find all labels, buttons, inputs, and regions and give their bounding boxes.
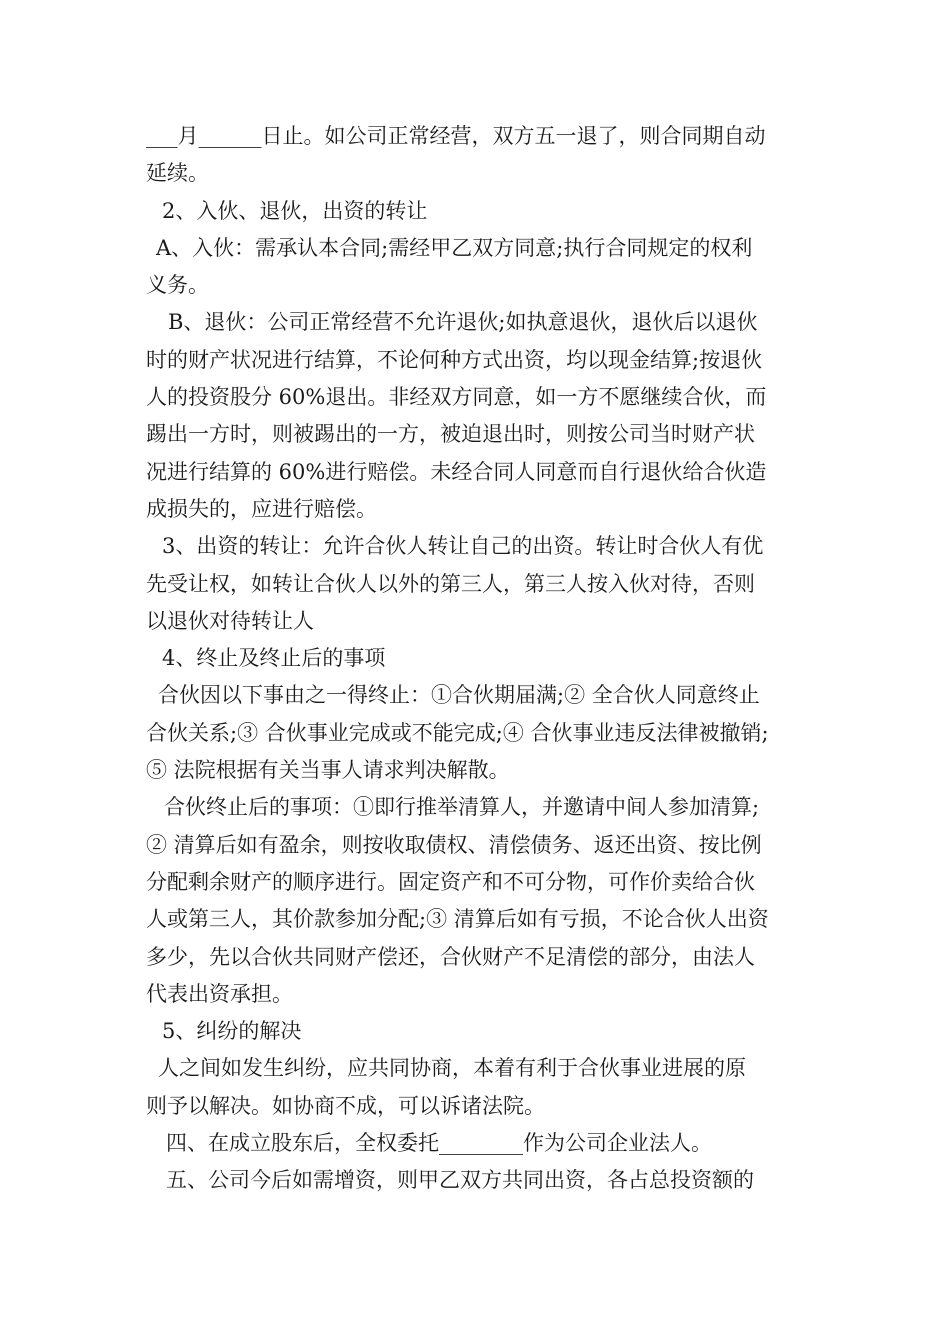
text-line: 五、公司今后如需增资，则甲乙双方共同出资，各占总投资额的 <box>166 1168 754 1193</box>
text-line: 合伙关系;③ 合伙事业完成或不能完成;④ 合伙事业违反法律被撤销; <box>146 720 769 745</box>
text-line: 人的投资股分 60%退出。非经双方同意，如一方不愿继续合伙，而 <box>146 385 767 410</box>
text-line: 分配剩余财产的顺序进行。固定资产和不可分物，可作价卖给合伙 <box>146 869 755 894</box>
text-line: 况进行结算的 60%进行赔偿。未经合同人同意而自行退伙给合伙造 <box>146 459 767 484</box>
text-line: 人之间如发生纠纷，应共同协商，本着有利于合伙事业进展的原 <box>158 1056 746 1081</box>
section-heading: 2、入伙、退伙，出资的转让 <box>162 198 428 223</box>
text-line: 延续。 <box>146 161 209 186</box>
text-line: 先受让权，如转让合伙人以外的第三人，第三人按入伙对待，否则 <box>146 571 755 596</box>
text-line: 时的财产状况进行结算，不论何种方式出资，均以现金结算;按退伙 <box>146 347 763 372</box>
text-line: 人或第三人，其价款参加分配;③ 清算后如有亏损，不论合伙人出资 <box>146 907 769 932</box>
text-line: 则予以解决。如协商不成，可以诉诸法院。 <box>146 1093 545 1118</box>
section-heading: 4、终止及终止后的事项 <box>162 646 386 671</box>
section-heading: 5、纠纷的解决 <box>162 1019 302 1044</box>
text-line: ___月______日止。如公司正常经营，双方五一退了，则合同期自动 <box>146 124 766 148</box>
text-line: 以退伙对待转让人 <box>146 608 314 633</box>
text-line: 合伙终止后的事项：①即行推举清算人，并邀请中间人参加清算; <box>164 795 760 820</box>
text-line: 代表出资承担。 <box>146 981 293 1006</box>
text-line: 成损失的，应进行赔偿。 <box>146 496 377 521</box>
text-line: 3、出资的转让：允许合伙人转让自己的出资。转让时合伙人有优 <box>162 534 764 559</box>
text-line: 四、在成立股东后，全权委托________作为公司企业法人。 <box>166 1131 712 1156</box>
text-line: B、退伙：公司正常经营不允许退伙;如执意退伙，退伙后以退伙 <box>168 310 758 335</box>
text-line: 义务。 <box>146 273 209 298</box>
text-line: 合伙因以下事由之一得终止：①合伙期届满;② 全合伙人同意终止 <box>158 683 760 708</box>
document-body <box>146 118 810 1200</box>
text-line: 多少，先以合伙共同财产偿还，合伙财产不足清偿的部分，由法人 <box>146 944 755 969</box>
text-line: A、入伙：需承认本合同;需经甲乙双方同意;执行合同规定的权利 <box>156 235 753 260</box>
text-line: ⑤ 法院根据有关当事人请求判决解散。 <box>146 758 510 783</box>
text-line: ② 清算后如有盈余，则按收取债权、清偿债务、返还出资、按比例 <box>146 832 762 857</box>
text-line: 踢出一方时，则被踢出的一方，被迫退出时，则按公司当时财产状 <box>146 422 755 447</box>
